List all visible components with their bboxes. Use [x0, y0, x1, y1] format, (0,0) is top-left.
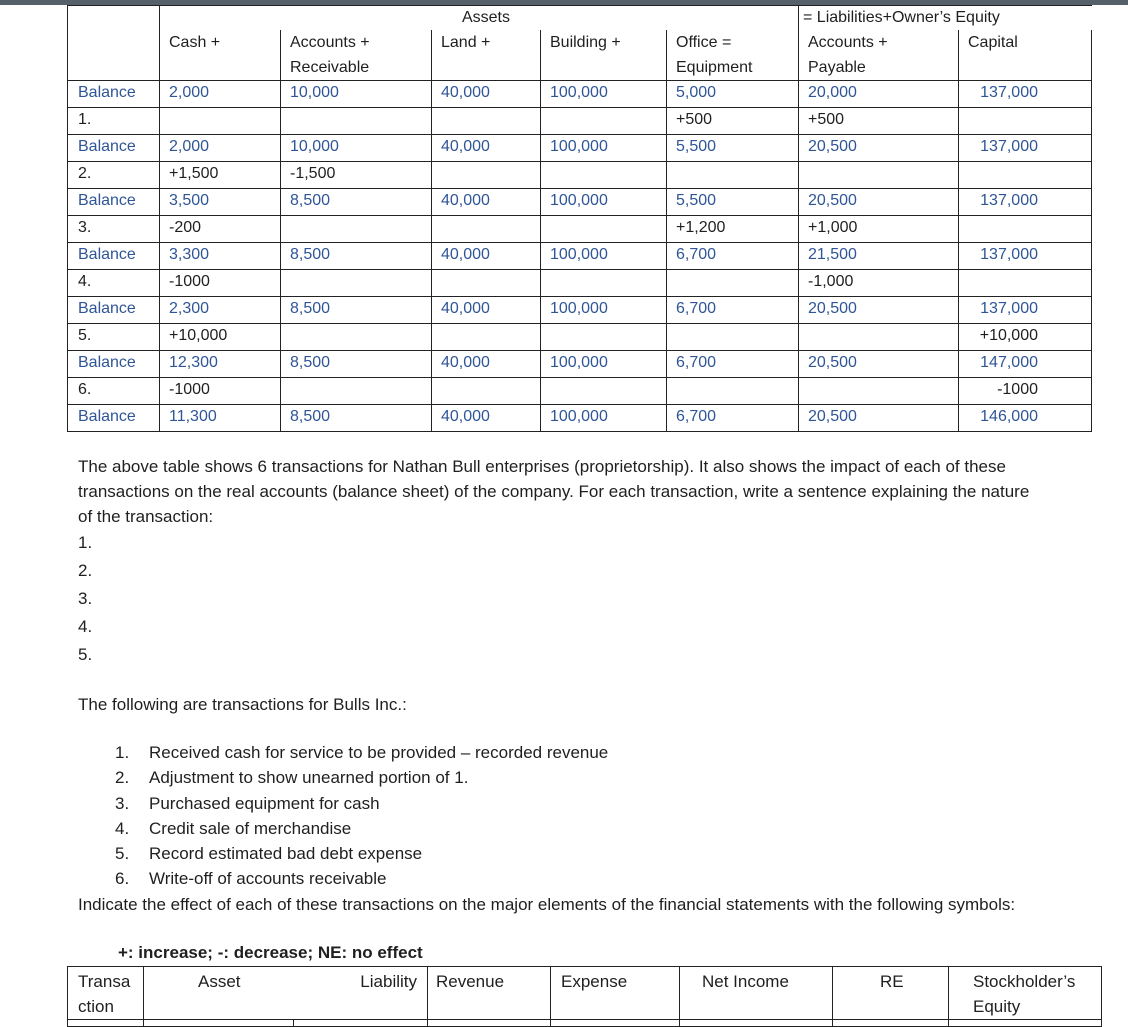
bulls-transaction-item — [115, 816, 608, 841]
accounting-equation-table — [67, 5, 1092, 432]
cash-cell: 12,300 — [160, 351, 281, 378]
balance-row — [68, 81, 1092, 108]
office-cell: 5,000 — [667, 81, 799, 108]
bulls-transaction-text: Write-off of accounts receivable — [149, 869, 387, 889]
building-cell — [541, 378, 667, 405]
row-label: 6. — [68, 378, 160, 405]
liability-column-header: Liability — [294, 967, 428, 1020]
office-header-line-2: Equipment — [676, 59, 753, 76]
land-cell: 40,000 — [432, 243, 541, 270]
bulls-transaction-item — [115, 841, 608, 866]
transaction-header-line-1: Transa — [78, 972, 131, 991]
building-cell — [541, 108, 667, 135]
bulls-transaction-number: 3. — [115, 793, 130, 813]
land-cell: 40,000 — [432, 81, 541, 108]
ledger-header-row-1 — [68, 6, 1092, 31]
ap-cell: 20,500 — [799, 351, 959, 378]
bulls-transaction-text: Adjustment to show unearned portion of 1. — [149, 768, 469, 788]
transaction-row — [68, 378, 1092, 405]
row-label: Balance — [68, 189, 160, 216]
land-cell: 40,000 — [432, 135, 541, 162]
office-cell: 5,500 — [667, 135, 799, 162]
balance-row — [68, 189, 1092, 216]
office-cell: 5,500 — [667, 189, 799, 216]
bulls-transaction-text: Record estimated bad debt expense — [149, 844, 423, 864]
cash-cell: 3,300 — [160, 243, 281, 270]
bulls-title: The following are transactions for Bulls Inc.: — [78, 695, 407, 714]
revenue-column-header: Revenue — [428, 967, 551, 1020]
office-cell — [667, 162, 799, 189]
bulls-transaction-item — [115, 791, 608, 816]
capital-cell — [959, 162, 1092, 189]
capital-cell — [959, 108, 1092, 135]
row-label: 5. — [68, 324, 160, 351]
row-label: 3. — [68, 216, 160, 243]
transaction-row — [68, 270, 1092, 297]
bulls-transaction-number: 6. — [115, 869, 130, 889]
ar-cell — [281, 324, 432, 351]
row-label: Balance — [68, 81, 160, 108]
ap-cell: 20,500 — [799, 135, 959, 162]
symbol-legend: +: increase; -: decrease; NE: no effect — [118, 943, 423, 962]
ap-cell: +500 — [799, 108, 959, 135]
row-label: Balance — [68, 351, 160, 378]
accounts-payable-column-header — [799, 30, 959, 81]
bulls-transaction-number: 1. — [115, 743, 130, 762]
building-cell: 100,000 — [541, 243, 667, 270]
land-cell — [432, 108, 541, 135]
cash-cell: 2,000 — [160, 81, 281, 108]
balance-row — [68, 243, 1092, 270]
capital-cell: 147,000 — [959, 351, 1092, 378]
ap-cell: 20,500 — [799, 405, 959, 432]
office-cell: 6,700 — [667, 297, 799, 324]
office-header-line-1: Office = — [676, 34, 732, 51]
answer-number: 4. — [78, 617, 93, 636]
bulls-transaction-text: Credit sale of merchandise — [149, 818, 352, 838]
answer-number-list — [78, 529, 92, 669]
bulls-transaction-item — [115, 765, 608, 790]
office-cell — [667, 270, 799, 297]
transaction-row — [68, 162, 1092, 189]
ar-cell: 10,000 — [281, 81, 432, 108]
asset-column-header: Asset — [144, 967, 294, 1020]
cash-cell: -200 — [160, 216, 281, 243]
ap-cell — [799, 162, 959, 189]
capital-cell: 137,000 — [959, 297, 1092, 324]
building-cell — [541, 162, 667, 189]
re-column-header: RE — [833, 967, 949, 1020]
building-column-header: Building + — [541, 30, 667, 81]
ar-cell: 10,000 — [281, 135, 432, 162]
capital-column-header: Capital — [959, 30, 1092, 81]
ap-cell: -1,000 — [799, 270, 959, 297]
accounts-receivable-column-header — [281, 30, 432, 81]
answer-number: 3. — [78, 589, 93, 608]
liabilities-equity-heading: = Liabilities+Owner’s Equity — [799, 6, 1092, 31]
capital-cell: -1000 — [959, 378, 1092, 405]
equity-header-line-1: Stockholder’s — [973, 972, 1076, 991]
land-cell — [432, 162, 541, 189]
ar-header-line-2: Receivable — [290, 59, 370, 76]
row-label: Balance — [68, 135, 160, 162]
ar-cell: 8,500 — [281, 297, 432, 324]
equity-column-header — [949, 967, 1102, 1020]
office-equipment-column-header — [667, 30, 799, 81]
row-label: 4. — [68, 270, 160, 297]
ar-cell — [281, 378, 432, 405]
row-label: 1. — [68, 108, 160, 135]
land-cell: 40,000 — [432, 297, 541, 324]
answer-number: 1. — [78, 533, 93, 552]
row-label: Balance — [68, 405, 160, 432]
building-cell: 100,000 — [541, 405, 667, 432]
transaction-row — [68, 216, 1092, 243]
building-cell: 100,000 — [541, 81, 667, 108]
ap-cell: 21,500 — [799, 243, 959, 270]
land-cell — [432, 216, 541, 243]
building-cell — [541, 216, 667, 243]
balance-row — [68, 405, 1092, 432]
row-label: Balance — [68, 243, 160, 270]
bulls-transaction-text: Purchased equipment for cash — [149, 793, 380, 813]
land-cell: 40,000 — [432, 351, 541, 378]
cash-cell: -1000 — [160, 378, 281, 405]
building-cell: 100,000 — [541, 351, 667, 378]
capital-cell: 137,000 — [959, 189, 1092, 216]
effects-blank-row — [68, 1020, 1102, 1027]
cash-cell: 3,500 — [160, 189, 281, 216]
ap-cell: 20,000 — [799, 81, 959, 108]
effects-header-row — [68, 967, 1102, 1020]
building-cell: 100,000 — [541, 297, 667, 324]
land-cell: 40,000 — [432, 189, 541, 216]
bulls-transaction-item — [115, 740, 608, 765]
bulls-transaction-number: 2. — [115, 768, 130, 788]
effects-table — [67, 966, 1102, 1027]
cash-cell — [160, 108, 281, 135]
ap-cell: 20,500 — [799, 189, 959, 216]
balance-row — [68, 351, 1092, 378]
ap-cell — [799, 324, 959, 351]
capital-cell — [959, 216, 1092, 243]
capital-cell: 137,000 — [959, 135, 1092, 162]
transaction-row — [68, 324, 1092, 351]
building-cell: 100,000 — [541, 189, 667, 216]
cash-cell: +10,000 — [160, 324, 281, 351]
building-cell: 100,000 — [541, 135, 667, 162]
answer-number: 5. — [78, 645, 93, 664]
ap-header-line-2: Payable — [808, 59, 866, 76]
bulls-transaction-number: 5. — [115, 844, 130, 864]
answer-number: 2. — [78, 561, 93, 580]
ar-cell: 8,500 — [281, 189, 432, 216]
cash-cell: 2,000 — [160, 135, 281, 162]
row-label: 2. — [68, 162, 160, 189]
bulls-transaction-number: 4. — [115, 818, 130, 838]
office-cell: 6,700 — [667, 243, 799, 270]
net-income-column-header: Net Income — [680, 967, 833, 1020]
ar-cell: 8,500 — [281, 351, 432, 378]
row-label: Balance — [68, 297, 160, 324]
intro-paragraph: The above table shows 6 transactions for Nathan Bull enterprises (proprietorship). It also shows the impact of each of these transactions on the real accounts (balance sheet) of the company. For each transaction, write a sentence explaining the nature of the transaction: — [78, 457, 1030, 526]
equity-header-line-2: Equity — [973, 997, 1021, 1016]
office-cell: +1,200 — [667, 216, 799, 243]
transaction-header-line-2: ction — [78, 997, 114, 1016]
ap-header-line-1: Accounts + — [808, 34, 888, 51]
office-cell: 6,700 — [667, 351, 799, 378]
land-cell: 40,000 — [432, 405, 541, 432]
cash-cell: 11,300 — [160, 405, 281, 432]
office-cell: 6,700 — [667, 405, 799, 432]
ar-cell — [281, 108, 432, 135]
ar-header-line-1: Accounts + — [290, 34, 370, 51]
land-column-header: Land + — [432, 30, 541, 81]
ar-cell — [281, 270, 432, 297]
transaction-column-header — [68, 967, 144, 1020]
building-cell — [541, 270, 667, 297]
ar-cell: -1,500 — [281, 162, 432, 189]
ar-cell — [281, 216, 432, 243]
ar-cell: 8,500 — [281, 405, 432, 432]
ar-cell: 8,500 — [281, 243, 432, 270]
expense-column-header: Expense — [551, 967, 680, 1020]
cash-cell: -1000 — [160, 270, 281, 297]
office-cell: +500 — [667, 108, 799, 135]
land-cell — [432, 324, 541, 351]
capital-cell: 137,000 — [959, 243, 1092, 270]
office-cell — [667, 378, 799, 405]
cash-cell: 2,300 — [160, 297, 281, 324]
ap-cell — [799, 378, 959, 405]
transaction-row — [68, 108, 1092, 135]
indicate-instruction: Indicate the effect of each of these transactions on the major elements of the financial statements with the following symbols: — [78, 895, 1016, 914]
ap-cell: +1,000 — [799, 216, 959, 243]
capital-cell — [959, 270, 1092, 297]
office-cell — [667, 324, 799, 351]
assets-heading: Assets — [432, 6, 541, 31]
land-cell — [432, 270, 541, 297]
bulls-transaction-list — [115, 740, 608, 892]
land-cell — [432, 378, 541, 405]
cash-column-header: Cash + — [160, 30, 281, 81]
balance-row — [68, 297, 1092, 324]
bulls-transaction-item — [115, 866, 608, 891]
ledger-header-row-2 — [68, 30, 1092, 81]
bulls-transaction-text: Received cash for service to be provided – recorded revenue — [149, 743, 609, 762]
balance-row — [68, 135, 1092, 162]
cash-cell: +1,500 — [160, 162, 281, 189]
capital-cell: +10,000 — [959, 324, 1092, 351]
building-cell — [541, 324, 667, 351]
capital-cell: 146,000 — [959, 405, 1092, 432]
capital-cell: 137,000 — [959, 81, 1092, 108]
ap-cell: 20,500 — [799, 297, 959, 324]
